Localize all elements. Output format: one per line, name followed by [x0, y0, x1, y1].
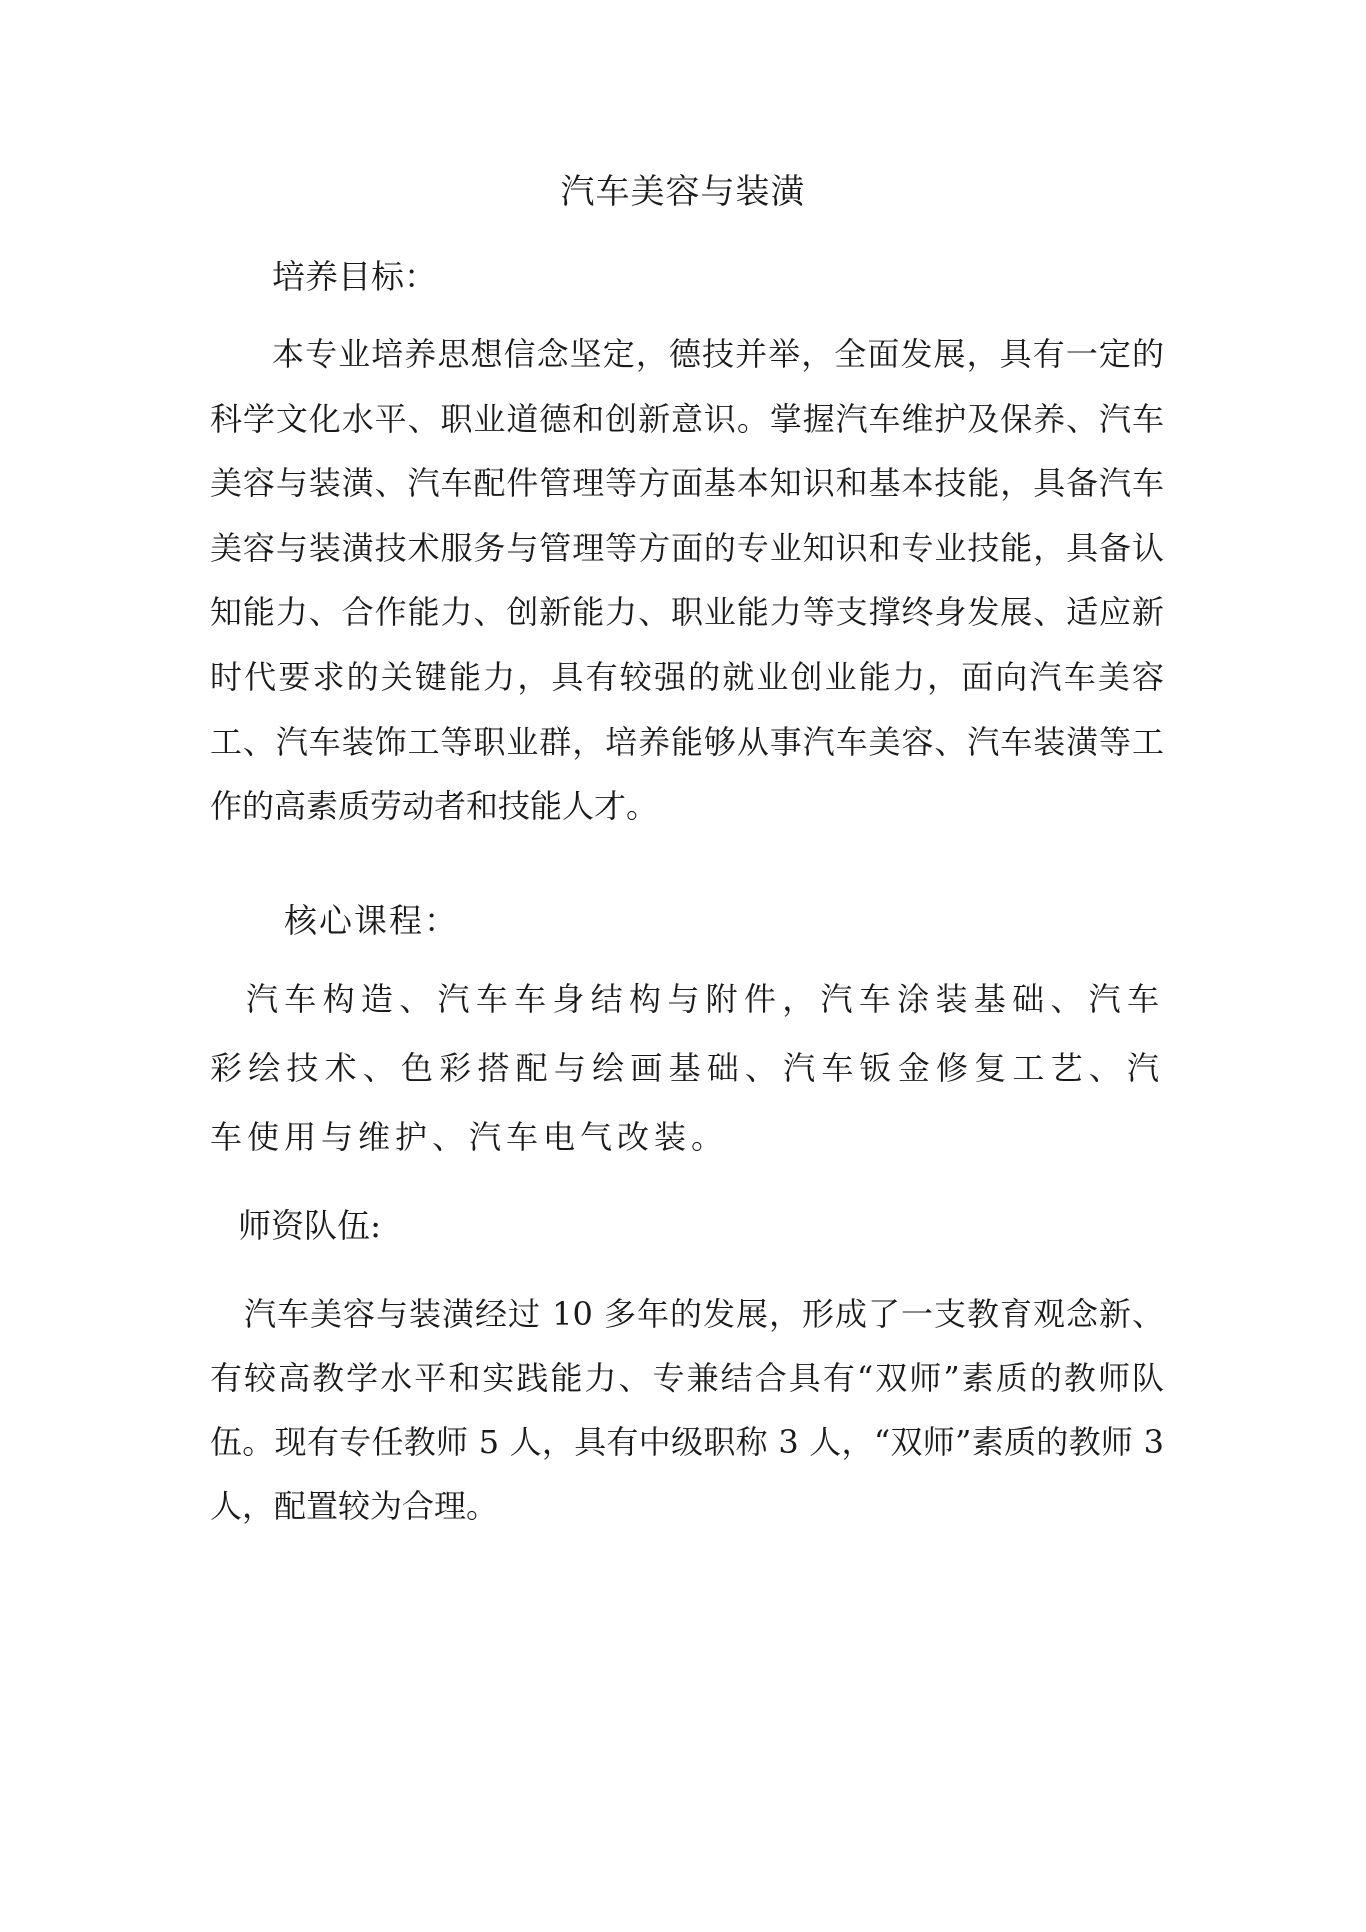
section-heading-staff: 师资队伍: [238, 1206, 382, 1245]
document-title: 汽车美容与装潢 [560, 172, 806, 212]
section-body-staff: 汽车美容与装潢经过 10 多年的发展，形成了一支教育观念新、有较高教学水平和实践能力、专兼结合具有“双师”素质的教师队伍。现有专任教师 5 人，具有中级职称 3 人，“双师”素质的教师 3 人，配置较为合理。 [210, 1295, 1164, 1525]
section-heading-core-courses: 核心课程： [284, 901, 459, 940]
section-body-core-courses: 汽车构造、汽车车身结构与附件，汽车涂装基础、汽车彩绘技术、色彩搭配与绘画基础、汽车钣金修复工艺、汽车使用与维护、汽车电气改装。 [210, 980, 1164, 1156]
section-body-goal: 本专业培养思想信念坚定，德技并举，全面发展，具有一定的科学文化水平、职业道德和创新意识。掌握汽车维护及保养、汽车美容与装潢、汽车配件管理等方面基本知识和基本技能，具备汽车美容与装潢技术服务与管理等方面的专业知识和专业技能，具备认知能力、合作能力、创新能力、职业能力等支撑终身发展、适应新时代要求的关键能力，具有较强的就业创业能力，面向汽车美容工、汽车装饰工等职业群，培养能够从事汽车美容、汽车装潢等工作的高素质劳动者和技能人才。 [210, 335, 1164, 826]
section-heading-goal: 培养目标： [272, 257, 437, 296]
